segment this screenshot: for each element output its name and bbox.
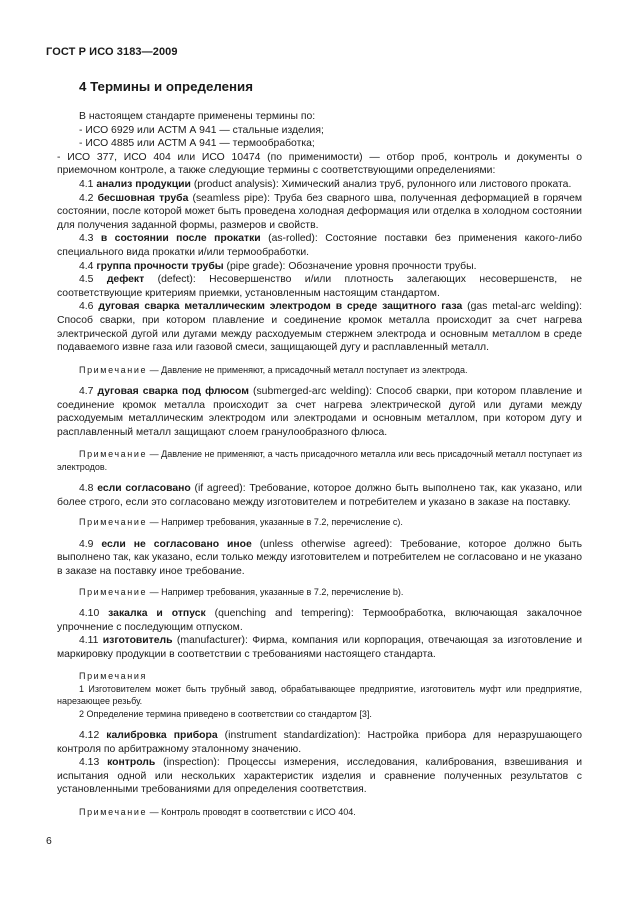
term-name: дуговая сварка металлическим электродом в среде защитного газа (98, 301, 463, 313)
term-english: (defect): (157, 274, 196, 286)
term-english: (gas metal-arc welding): (467, 301, 583, 313)
note-label: Примечание (79, 449, 148, 460)
term-definition: Термообработка, включающая закалочное упрочнение с последующим отпуском. (57, 608, 583, 633)
note (79, 586, 582, 598)
term-definition: Труба без сварного шва, полученная деформацией в горячем состоянии, после которой может быть проведена холодная деформация или отделка в холодном состоянии для получения заданной формы, размеров и свойств. (57, 192, 583, 231)
term-number: 4.13 (79, 757, 100, 769)
term-english: (instrument standardization): (224, 730, 361, 742)
term-name: если согласовано (97, 483, 191, 495)
term-definition: Химический анализ труб, рулонного или листового проката. (281, 178, 572, 190)
term-english: (quenching and tempering): (214, 608, 354, 620)
notes-label: Примечания (79, 671, 147, 682)
term-entry (57, 634, 582, 661)
term-name: бесшовная труба (97, 192, 189, 204)
term-name: закалка и отпуск (108, 608, 206, 620)
term-definition: Несовершенство и/или плотность залегающих несовершенств, не соответствующие критериям приемки, установленным настоящим стандартом. (57, 274, 582, 299)
page-number: 6 (46, 836, 52, 847)
term-english: (unless otherwise agreed): (259, 538, 393, 550)
note-label: Примечание (79, 364, 148, 375)
term-entry (57, 729, 582, 756)
term-entry (79, 260, 582, 274)
section-content (57, 110, 583, 818)
intro-lead: В настоящем стандарте применены термины по: (79, 111, 316, 122)
term-entry (57, 232, 582, 259)
term-english: (product analysis): (193, 178, 279, 190)
term-name: анализ продукции (96, 178, 191, 190)
term-number: 4.10 (79, 608, 100, 620)
term-number: 4.1 (79, 178, 94, 190)
note-label: Примечание (79, 586, 148, 597)
note-label: Примечание (79, 807, 148, 818)
term-number: 4.11 (79, 635, 99, 647)
term-definition: Процессы измерения, исследования, калибрования, взвешивания и испытания одной или нескольких характеристик изделия и сравнение полученных результатов с установленными требованиями для определения соответствия. (57, 757, 583, 796)
note-text: — Давление не применяют, а часть присадочного металла или весь присадочный металл поступает из электродов. (57, 449, 583, 472)
term-entry (57, 273, 582, 300)
term-definition: Состояние поставки без применения какого-либо специального вида прокатки и/или термообработки. (57, 233, 582, 258)
term-definition: Способ сварки, при котором плавление и соединение кромок металла происходит за счет нагрева электрической дугой или дугами между расходуемым металлическим электродом или электродами и основным металлом, при котором дугу и расплавленный металл защищают слоем гранулообразного флюса. (57, 386, 583, 438)
note (79, 364, 582, 376)
term-name: изготовитель (102, 635, 173, 647)
note-text: — Контроль проводят в соответствии с ИСО 404. (149, 807, 356, 818)
term-english: (as-rolled): (268, 233, 318, 245)
term-number: 4.9 (79, 538, 94, 550)
term-number: 4.3 (79, 233, 94, 245)
term-english: (pipe grade): (226, 260, 286, 272)
note (79, 516, 582, 528)
intro-item: - ИСО 377, ИСО 404 или ИСО 10474 (по применимости) — отбор проб, контроль и документы о приемочном контроле, а также следующие термины с соответствующими определениями: (57, 151, 582, 177)
term-english: (inspection): (163, 757, 220, 769)
note (57, 448, 582, 473)
term-entry (57, 300, 582, 354)
intro-item: - ИСО 4885 или АСТМ А 941 — термообработка; (79, 138, 315, 150)
term-entry (57, 607, 582, 634)
term-number: 4.6 (79, 301, 94, 313)
term-name: дефект (106, 274, 145, 286)
term-definition: Требование, которое должно быть выполнено так, как указано, или более строго, если это согласовано между изготовителем и потребителем и указано в заказе на поставку. (57, 483, 582, 508)
term-number: 4.5 (79, 274, 94, 286)
term-english: (seamless pipe): (192, 192, 270, 204)
term-definition: Обозначение уровня прочности трубы. (288, 260, 477, 272)
term-definition: Способ сварки, при котором плавление и соединение кромок металла происходит за счет нагрева электрической дугой или дугами между расходуемым стержнем электрода и основным металлом в среде подаваемого извне газа или газовой смеси, защищающей дугу и расплавленный металл. (57, 314, 582, 354)
term-definition: Требование, которое должно быть выполнено так, как указано, если только между изготовителем и потребителем не согласовано и не указано в заказе на поставку иное требование. (57, 538, 583, 578)
term-entry (57, 385, 582, 439)
term-english: (if agreed): (194, 483, 246, 495)
note-item: 1 Изготовителем может быть трубный завод, обрабатывающее предприятие, изготовитель муфт или предприятие, нарезающее резьбу. (57, 683, 582, 707)
term-number: 4.2 (79, 192, 94, 204)
term-entry (57, 482, 582, 509)
intro-item: - ИСО 6929 или АСТМ А 941 — стальные изделия; (79, 124, 324, 136)
note-text: — Например требования, указанные в 7.2, перечисление с). (149, 517, 403, 528)
term-name: дуговая сварка под флюсом (97, 386, 249, 398)
term-entry (79, 178, 582, 192)
term-name: если не согласовано иное (101, 538, 252, 550)
term-number: 4.7 (79, 386, 94, 398)
section-title: 4 Термины и определения (79, 79, 253, 94)
term-name: калибровка прибора (106, 730, 218, 742)
term-entry (57, 756, 582, 797)
term-name: группа прочности трубы (96, 260, 224, 272)
term-definition: Фирма, компания или корпорация, отвечающая за изготовление и маркировку продукции в соответствии с требованиями настоящего стандарта. (57, 635, 583, 660)
term-entry (57, 538, 582, 579)
note-item: 2 Определение термина приведено в соответствии со стандартом [3]. (79, 708, 372, 719)
note-label: Примечание (79, 517, 148, 528)
note-text: — Например требования, указанные в 7.2, перечисление b). (149, 586, 404, 597)
standard-code: ГОСТ Р ИСО 3183—2009 (46, 46, 178, 58)
note-text: — Давление не применяют, а присадочный металл поступает из электрода. (149, 364, 468, 375)
term-number: 4.8 (79, 483, 94, 495)
term-number: 4.4 (79, 260, 94, 272)
term-english: (manufacturer): (176, 635, 248, 647)
term-name: в состоянии после прокатки (100, 233, 261, 245)
term-entry (57, 192, 582, 233)
term-english: (submerged-arc welding): (253, 386, 373, 398)
term-definition: Настройка прибора для неразрушающего контроля по арбитражному эталонному значению. (57, 730, 583, 755)
note (79, 806, 582, 818)
term-name: контроль (107, 757, 156, 769)
term-number: 4.12 (79, 730, 100, 742)
